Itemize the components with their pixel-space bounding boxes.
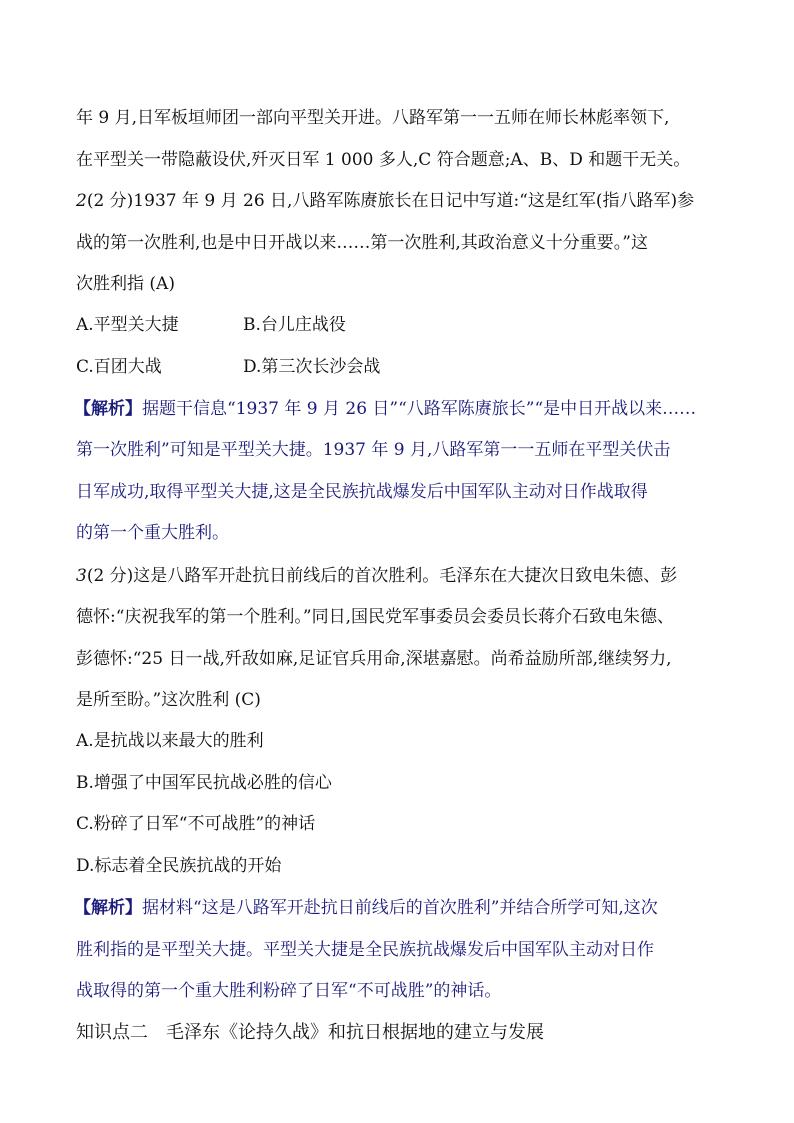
analysis-tag: 【解析】	[74, 898, 142, 918]
text-line: 彭德怀:“25 日一战,歼敌如麻,足证官兵用命,深堪嘉慰。尚希益励所部,继续努力,	[76, 649, 672, 669]
text-line: 年 9 月,日军板垣师团一部向平型关开进。八路军第一一五师在师长林彪率领下,	[76, 108, 670, 128]
analysis-line: 日军成功,取得平型关大捷,这是全民族抗战爆发后中国军队主动对日作战取得	[76, 482, 648, 502]
text-line: 德怀:“庆祝我军的第一个胜利。”同日,国民党军事委员会委员长蒋介石致电朱德、	[76, 607, 675, 627]
option-d: D.标志着全民族抗战的开始	[76, 856, 282, 876]
analysis-line: 胜利指的是平型关大捷。平型关大捷是全民族抗战爆发后中国军队主动对日作	[76, 940, 654, 960]
text-line: 在平型关一带隐蔽设伏,歼灭日军 1 000 多人,C 符合题意;A、B、D 和题干无关。	[76, 150, 691, 170]
option-c: C.粉碎了日军“不可战胜”的神话	[76, 814, 316, 834]
analysis-line: 【解析】据题干信息“1937 年 9 月 26 日”“八路军陈赓旅长”“是中日开战以来……	[74, 399, 697, 419]
option-a: A.是抗战以来最大的胜利	[76, 731, 264, 751]
question-2-stem: 2(2 分)1937 年 9 月 26 日,八路军陈赓旅长在日记中写道:“这是红军(指八路军)参	[76, 191, 695, 211]
question-number: 2	[76, 191, 87, 211]
analysis-line: 【解析】据材料“这是八路军开赴抗日前线后的首次胜利”并结合所学可知,这次	[74, 898, 658, 918]
question-number: 3	[76, 566, 87, 586]
text-line: 次胜利指 (A)	[76, 274, 175, 294]
option-a: A.平型关大捷	[76, 315, 179, 335]
analysis-tag: 【解析】	[74, 399, 142, 419]
section-heading: 知识点二 毛泽东《论持久战》和抗日根据地的建立与发展	[76, 1022, 544, 1043]
analysis-line: 第一次胜利”可知是平型关大捷。1937 年 9 月,八路军第一一五师在平型关伏击	[76, 440, 671, 460]
option-b: B.增强了中国军民抗战必胜的信心	[76, 773, 332, 793]
option-b: B.台儿庄战役	[243, 315, 346, 335]
text-line: 是所至盼。”这次胜利 (C)	[76, 690, 261, 710]
text-line: 战的第一次胜利,也是中日开战以来……第一次胜利,其政治意义十分重要。”这	[76, 233, 648, 253]
option-d: D.第三次长沙会战	[243, 357, 381, 377]
analysis-line: 战取得的第一个重大胜利粉碎了日军“不可战胜”的神话。	[76, 981, 502, 1001]
analysis-line: 的第一个重大胜利。	[76, 523, 229, 543]
question-3-stem: 3(2 分)这是八路军开赴抗日前线后的首次胜利。毛泽东在大捷次日致电朱德、彭	[76, 566, 678, 586]
option-c: C.百团大战	[76, 357, 162, 377]
